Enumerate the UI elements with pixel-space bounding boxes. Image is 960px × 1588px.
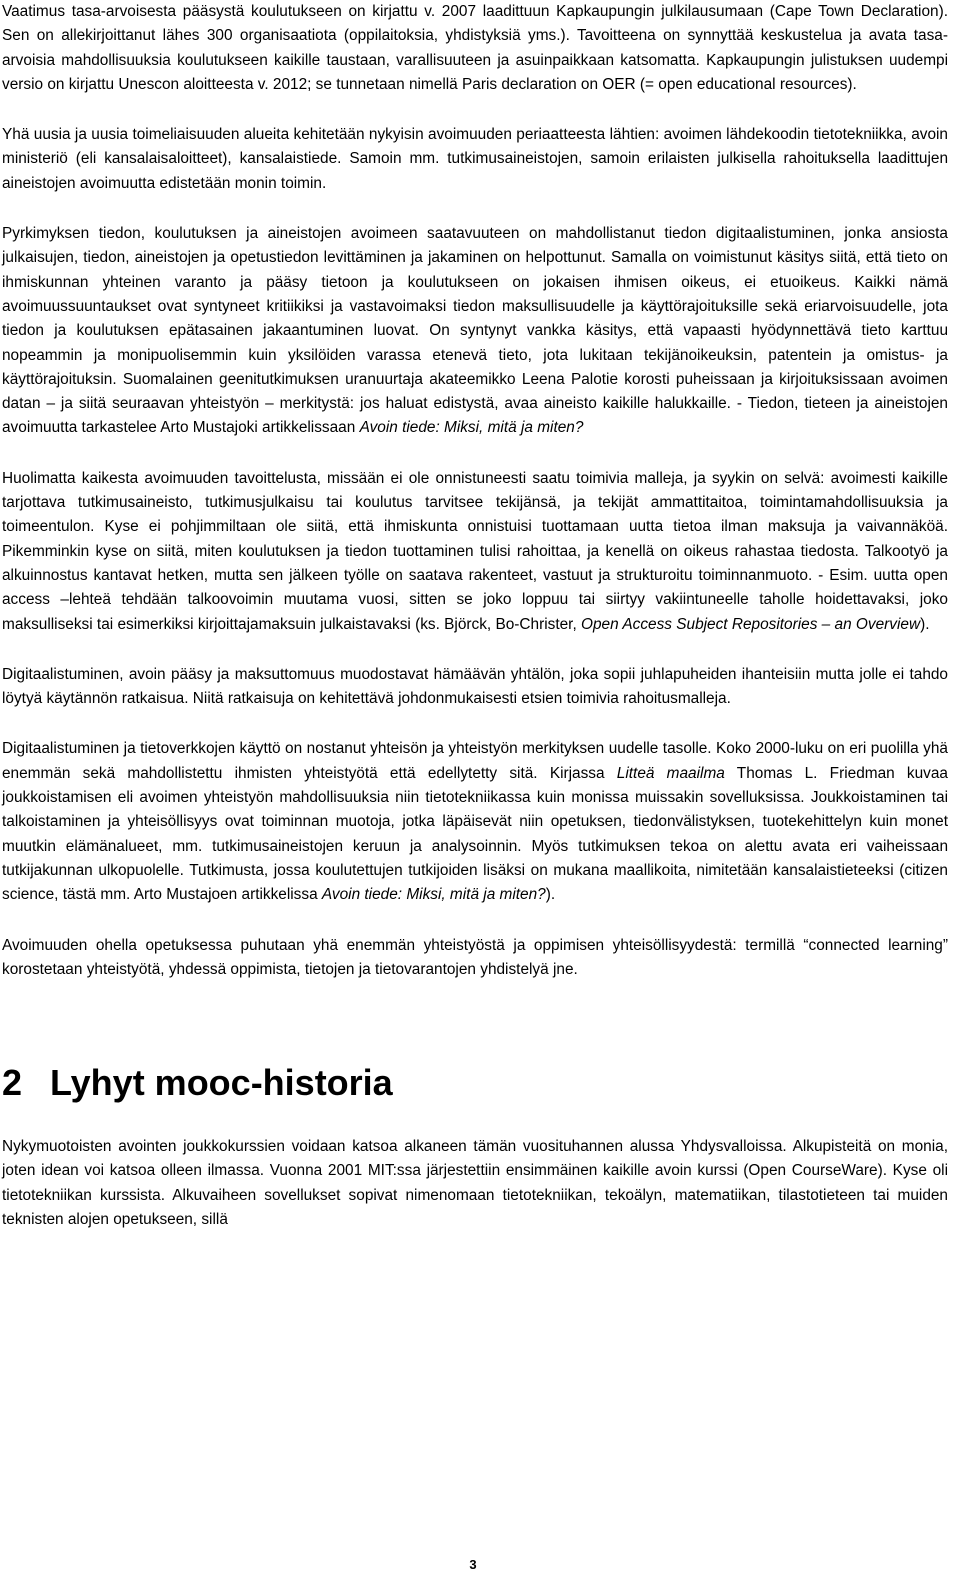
- section-title: Lyhyt mooc-historia: [50, 1062, 393, 1104]
- text-run: Nykymuotoisten avointen joukkokurssien voidaan katsoa alkaneen tämän vuosituhannen alussa Yhdysvalloissa. Alkupisteitä on monia, joten idean voi katsoa olleen ilmassa. Vuonna 2001 MIT:ssa järjestettiin ensimmäinen kaikille avoin kurssi (Open CourseWare). Kyse oli tietotekniikan kurssista. Alkuvaiheen sovellukset sopivat nimenomaan tietotekniikan, tekoälyn, matematiikan, tilastotieteen tai muiden teknisten alojen opetukseen, sillä: [2, 1138, 948, 1228]
- italic-text: Open Access Subject Repositories – an Overview: [581, 615, 921, 633]
- page-number: 3: [469, 1557, 477, 1572]
- section-heading: [2, 1061, 948, 1105]
- paragraph: [2, 934, 948, 983]
- text-run: Thomas L. Friedman kuvaa joukkoistamisen eli avoimen yhteistyön mahdollisuuksia niin tietotekniikassa kuin monissa muissakin sovelluksissa. Joukkoistaminen tai talkoistaminen ja yhteisöllisyys ovat toiminnan muotoja, jotka läpäisevät niin opetuksen, tiedonvälistyksen, tuotekehittelyn kuin monet muutkin elämänalueet, mm. tutkimusaineistojen keruun ja analysoinnin. Myös tutkimuksen tekoa on alettu avata eri vaiheissaan tutkijakunnan ulkopuolelle. Tutkimusta, jossa koulutettujen tutkijoiden lisäksi on mukana maallikoita, nimitetään kansalaistieteeksi (citizen science, tästä mm. Arto Mustajoen artikkelissa: [2, 764, 948, 904]
- paragraph: [2, 222, 948, 441]
- text-run: Digitaalistuminen, avoin pääsy ja maksuttomuus muodostavat hämäävän yhtälön, joka sopii juhlapuheiden ihanteisiin mutta jolle ei tahdo löytyä käytännön ratkaisua. Niitä ratkaisuja on kehitettävä johdonmukaisesti etsien toimivia rahoitusmalleja.: [2, 665, 948, 708]
- italic-text: Litteä maailma: [616, 764, 725, 782]
- paragraph: [2, 663, 948, 712]
- paragraph: [2, 737, 948, 907]
- text-run: ).: [920, 615, 930, 633]
- paragraph: [2, 123, 948, 196]
- text-run: Digitaalistuminen ja tietoverkkojen käyttö on nostanut yhteisön ja yhteistyön merkityksen uudelle tasolle. Koko 2000-luku on eri puolilla yhä enemmän sekä mahdollistettu ihmisten yhteistyötä että edellytetty sitä. Kirjassa: [2, 740, 948, 782]
- paragraph: [2, 0, 948, 97]
- text-run: Yhä uusia ja uusia toimeliaisuuden alueita kehitetään nykyisin avoimuuden periaatteesta lähtien: avoimen lähdekoodin tietotekniikka, avoin ministeriö (eli kansalaisaloitteet), kansalaistiede. Samoin mm. tutkimusaineistojen, samoin erilaisten julkisella rahoituksella laadittujen aineistojen avoimuutta edistetään monin toimin.: [2, 126, 948, 192]
- text-run: Huolimatta kaikesta avoimuuden tavoittelusta, missään ei ole onnistuneesti saatu toimivia malleja, ja syykin on selvä: avoimesti kaikille tarjottava tutkimusaineisto, tutkimusjulkaisu tai koulutus tarvitsee tekijänsä, ja tekijät ammattitaitoa, toimintamahdollisuuksia ja toimeentulon. Kyse ei pohjimmiltaan ole siitä, että ihmiskunta onnistuisi tuottamaan uutta tietoa ilman maksuja ja vaivannäköä. Pikemminkin kyse on siitä, miten koulutuksen ja tiedon tuottaminen tulisi rahoittaa, ja kenellä on oikeus rahastaa tiedosta. Talkootyö ja alkuinnostus kantavat hetken, mutta sen jälkeen työlle on saatava rakenteet, vastuut ja strukturoitu toiminnanmuoto. - Esim. uutta open access –lehteä tehdään talkoovoimin muutama vuosi, sitten se joko loppuu tai siirtyy vakiintuneelle taholle hoidettavaksi, joko maksulliseksi tai esimerkiksi kirjoittajamaksuin julkaistavaksi (ks. Björck, Bo-Christer,: [2, 469, 948, 633]
- document-page: [2, 0, 948, 1232]
- paragraph: [2, 467, 948, 637]
- italic-text: Avoin tiede: Miksi, mitä ja miten?: [321, 886, 546, 904]
- text-run: Pyrkimyksen tiedon, koulutuksen ja aineistojen avoimeen saatavuuteen on mahdollistanut tiedon digitaalistuminen, jonka ansiosta julkaisujen, tiedon, aineistojen ja opetustiedon levittäminen ja jakaminen on helpottunut. Samalla on voimistunut käsitys siitä, että tieto on ihmiskunnan yhteinen varanto ja pääsy tietoon ja koulutukseen on jokaisen ihmisen oikeus, ei etuoikeus. Kaikki nämä avoimuussuuntaukset ovat syntyneet kritiikiksi ja vastavoimaksi tiedon maksullisuudelle ja käyttörajoituksille sekä eriarvoisuudelle, jota tiedon ja koulutuksen epätasainen jakaantuminen luovat. On syntynyt vankka käsitys, että vapaasti hyödynnettävä tieto karttuu nopeammin ja monipuolisemmin kuin yksilöiden varassa etenevä tieto, jota lukitaan tekijänoikeuksin, patentein ja omistus- ja käyttörajoituksin. Suomalainen geenitutkimuksen uranuurtaja akateemikko Leena Palotie korosti puheissaan ja kirjoituksissaan avoimen datan – ja siitä seuraavan yhteistyön – merkitystä: jos haluat edistystä, avaa aineisto kaikille halukkaille. - Tiedon, tieteen ja aineistojen avoimuutta tarkastelee Arto Mustajoki artikkelissaan: [2, 225, 948, 437]
- section-number: 2: [2, 1062, 23, 1104]
- text-run: Avoimuuden ohella opetuksessa puhutaan yhä enemmän yhteistyöstä ja oppimisen yhteisöllisyydestä: termillä “connected learning” korostetaan yhteistyötä, yhdessä oppimista, tietojen ja tietovarantojen yhdistelyä jne.: [2, 936, 948, 978]
- paragraph: [2, 1135, 948, 1232]
- text-run: ).: [545, 886, 556, 904]
- text-run: Vaatimus tasa-arvoisesta pääsystä koulutukseen on kirjattu v. 2007 laadittuun Kapkaupungin julkilausumaan (Cape Town Declaration). Sen on allekirjoittanut lähes 300 organisaatiota (oppilaitoksia, yhdistyksiä yms.). Tavoitteena on synnyttää keskustelua ja avata tasa-arvoisia mahdollisuuksia koulutukseen kaikille taustaan, varallisuuteen ja asuinpaikkaan katsomatta. Kapkaupungin julistuksen uudempi versio on kirjattu Unescon aloitteesta v. 2012; se tunnetaan nimellä Paris declaration on OER (= open educational resources).: [2, 3, 948, 93]
- italic-text: Avoin tiede: Miksi, mitä ja miten?: [359, 419, 584, 437]
